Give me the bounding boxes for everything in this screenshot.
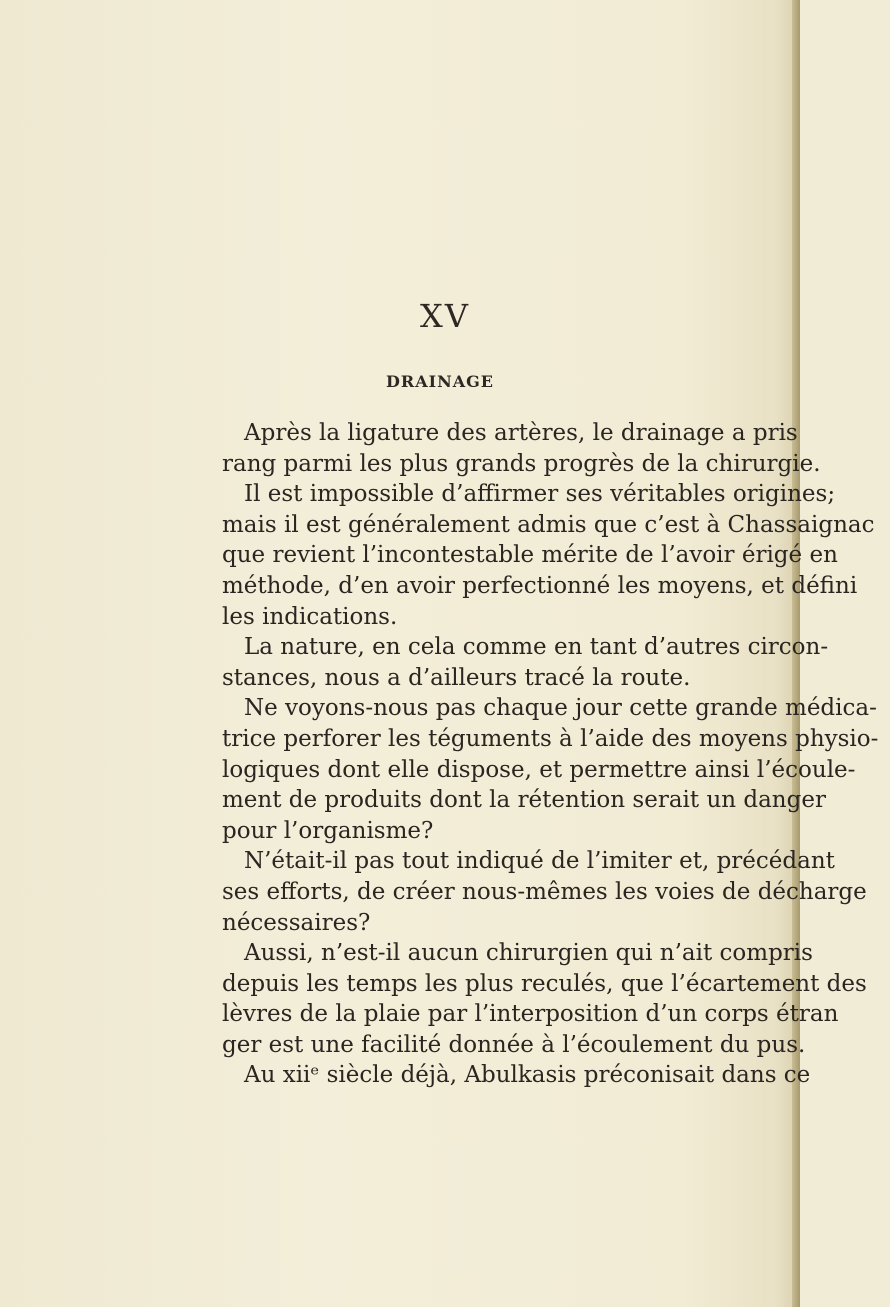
text-line: rang parmi les plus grands progrès de la chirurgie. xyxy=(222,450,821,477)
text-line: stances, nous a d’ailleurs tracé la route. xyxy=(222,664,691,691)
text-line: lèvres de la plaie par l’interposition d’un corps étran xyxy=(222,1001,839,1028)
text-line: La nature, en cela comme en tant d’autres circon- xyxy=(244,634,829,661)
text-line: Après la ligature des artères, le drainage a pris xyxy=(244,420,798,446)
text-line: logiques dont elle dispose, et permettre ainsi l’écoule- xyxy=(222,756,856,783)
text-line: pour l’organisme? xyxy=(222,817,434,844)
text-line: Aussi, n’est-il aucun chirurgien qui n’ait compris xyxy=(244,940,813,967)
text-line: Au xiiᵉ siècle déjà, Abulkasis préconisait dans ce xyxy=(244,1062,811,1089)
text-line: ses efforts, de créer nous-mêmes les voies de décharge xyxy=(222,878,867,905)
text-line: Ne voyons-nous pas chaque jour cette grande médica- xyxy=(244,695,877,722)
chapter-title: DRAINAGE xyxy=(386,372,494,391)
text-line: les indications. xyxy=(222,603,398,630)
text-line: ger est une facilité donnée à l’écoulement du pus. xyxy=(222,1031,806,1058)
chapter-number: XV xyxy=(420,297,470,335)
text-line: que revient l’incontestable mérite de l’avoir érigé en xyxy=(222,542,838,569)
text-line: méthode, d’en avoir perfectionné les moyens, et défini xyxy=(222,572,858,599)
text-line: nécessaires? xyxy=(222,909,371,936)
text-line: N’était-il pas tout indiqué de l’imiter et, précédant xyxy=(244,848,835,875)
body-text xyxy=(222,418,879,1091)
text-line: Il est impossible d’affirmer ses véritables origines; xyxy=(244,481,836,508)
text-line: mais il est généralement admis que c’est à Chassaignac xyxy=(222,511,875,538)
text-line: depuis les temps les plus reculés, que l’écartement des xyxy=(222,970,867,997)
text-line: ment de produits dont la rétention serait un danger xyxy=(222,787,826,814)
text-line: trice perforer les téguments à l’aide des moyens physio- xyxy=(222,725,879,752)
